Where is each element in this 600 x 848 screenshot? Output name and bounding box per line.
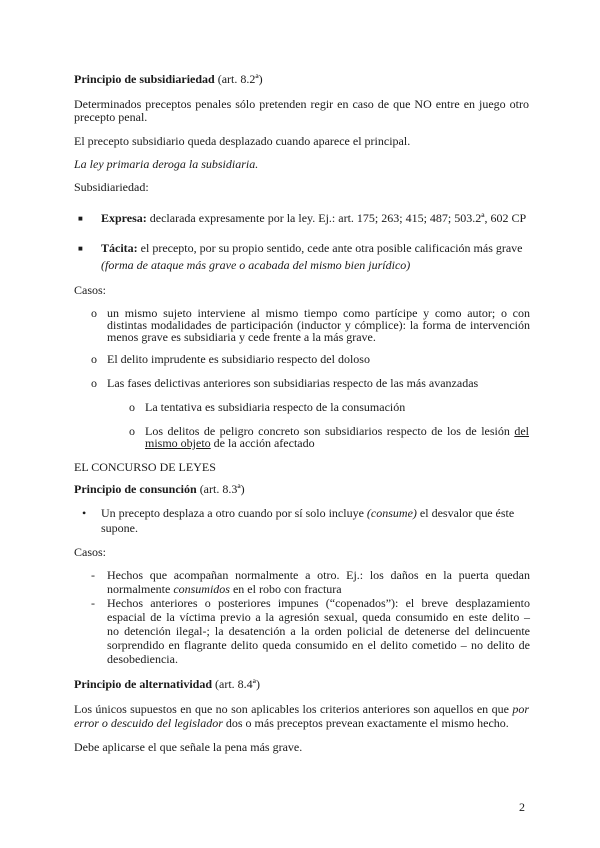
circle-bullet-icon: o [91, 376, 97, 390]
dot-bullet-icon: • [82, 506, 87, 520]
sublist-text: Los delitos de peligro concreto son subsidiarios respecto de los de lesión [145, 424, 515, 438]
list-item: desobediencia. [107, 652, 178, 666]
alternatividad-ref: (art. 8.4ª) [212, 677, 260, 691]
italic-text: (consume) [366, 506, 417, 520]
paragraph: Casos: [74, 283, 107, 297]
list-text: el desvalor que éste [416, 506, 515, 520]
list-item: Las fases delictivas anteriores son subsidiarias respecto de las más avanzadas [107, 376, 479, 390]
list-text: normalmente [107, 582, 174, 596]
list-item [101, 506, 514, 520]
dash-bullet-icon: - [91, 596, 95, 610]
list-text: en el robo con fractura [229, 582, 342, 596]
paragraph-text: Los únicos supuestos en que no son aplicables los criterios anteriores son aquellos en que [74, 702, 513, 716]
subsidiariedad-title: Principio de subsidiariedad [74, 72, 215, 86]
tacita-label: Tácita: [101, 241, 138, 255]
list-item-tacita [101, 241, 523, 255]
underlined-text: del [514, 424, 529, 438]
italic-text: por [512, 702, 529, 716]
list-item: distintas modalidades de participación (inductor y cómplice): la forma de intervención [107, 318, 530, 332]
paragraph: Subsidiariedad: [74, 180, 149, 194]
tacita-text: el precepto, por su propio sentido, cede ante otra posible calificación más grave [137, 241, 523, 255]
list-item: Hechos anteriores o posteriores impunes (“copenados”): el breve desplazamiento [107, 596, 530, 610]
list-item: Hechos que acompañan normalmente a otro. Ej.: los daños en la puerta quedan [107, 568, 530, 582]
section-heading: EL CONCURSO DE LEYES [74, 460, 216, 474]
alternatividad-title: Principio de alternatividad [74, 677, 212, 691]
page-number: 2 [519, 800, 525, 814]
consuncion-heading [74, 482, 245, 496]
paragraph [74, 716, 509, 730]
list-item: menos grave es subsidiaria y cede frente a la más grave. [107, 330, 376, 344]
list-item [107, 582, 342, 596]
subsidiariedad-heading [74, 72, 263, 86]
list-item-expresa [101, 211, 526, 225]
paragraph [74, 702, 529, 716]
italic-text: error o descuido del legislador [74, 716, 223, 730]
underlined-text: mismo objeto [145, 436, 211, 450]
circle-bullet-icon: o [91, 352, 97, 366]
square-bullet-icon: ■ [78, 214, 83, 223]
consuncion-ref: (art. 8.3ª) [196, 482, 245, 496]
dash-bullet-icon: - [91, 568, 95, 582]
sublist-item: La tentativa es subsidiaria respecto de la consumación [145, 400, 406, 414]
list-item: no detención ilegal-; la desatención a la orden policial de detenerse del delincuente [107, 624, 530, 638]
paragraph: Debe aplicarse el que señale la pena más grave. [74, 740, 303, 754]
list-item: El delito imprudente es subsidiario respecto del doloso [107, 352, 370, 366]
italic-text: consumidos [173, 582, 230, 596]
paragraph: Determinados preceptos penales sólo pretenden regir en caso de que NO entre en juego otro [74, 97, 529, 111]
consuncion-title: Principio de consunción [74, 482, 197, 496]
list-text: Un precepto desplaza a otro cuando por sí solo incluye [101, 506, 367, 520]
paragraph: precepto penal. [74, 110, 148, 124]
tacita-example: (forma de ataque más grave o acabada del mismo bien jurídico) [101, 258, 411, 272]
subsidiariedad-ref: (art. 8.2ª) [214, 72, 263, 86]
paragraph: El precepto subsidiario queda desplazado cuando aparece el principal. [74, 134, 411, 148]
sublist-item [145, 436, 315, 450]
alternatividad-heading [74, 677, 260, 691]
list-item: sorprendido en flagrante delito queda consumido en el delito cometido – no delito de [107, 638, 530, 652]
list-item: supone. [101, 521, 138, 535]
paragraph-text: dos o más preceptos prevean exactamente el mismo hecho. [222, 716, 509, 730]
paragraph-italic: La ley primaria deroga la subsidiaria. [74, 157, 259, 171]
expresa-label: Expresa: [101, 211, 147, 225]
expresa-text: declarada expresamente por la ley. Ej.: art. 175; 263; 415; 487; 503.2ª, 602 CP [146, 211, 527, 225]
paragraph: Casos: [74, 545, 107, 559]
circle-bullet-icon: o [129, 424, 135, 438]
list-item: espacial de la víctima previo a la agresión sexual, queda consumido en este delito – [107, 610, 530, 624]
circle-bullet-icon: o [91, 306, 97, 320]
circle-bullet-icon: o [129, 400, 135, 414]
square-bullet-icon: ■ [78, 244, 83, 253]
sublist-text: de la acción afectado [210, 436, 315, 450]
list-item: un mismo sujeto interviene al mismo tiempo como partícipe y como autor; o con [107, 306, 530, 320]
